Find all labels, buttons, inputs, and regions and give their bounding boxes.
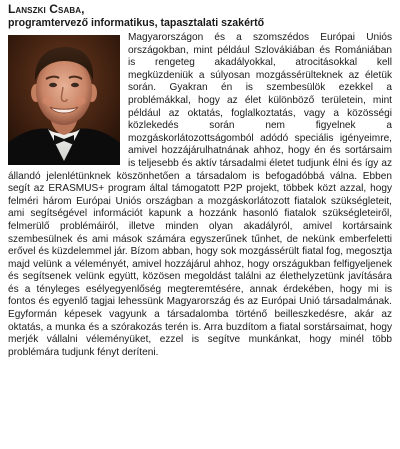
author-name: Lanszki Csaba,: [8, 2, 85, 16]
author-role: programtervező informatikus, tapasztalati szakértő: [8, 17, 265, 29]
author-portrait-photo: [8, 35, 120, 165]
article: [8, 2, 392, 359]
article-body: Magyarországon és a szomszédos Európai Uniós országokban, mint például Szlovákiában és Romániában is rengeteg akadályokkal, atrocitásokkal kell megküzdeniük a súlyosan mozgássérülteknek az életük során. Gyakran én is szembesülök ezekkel a problémákkal, hogy az élet különböző területein, mint például az oktatás, foglalkoztatás, vagy a közösségi közlekedés során nem figyelnek a mozgáskorlátozottságomból adódó speciális igényeimre, amivel hozzájárulhatnának ahhoz, hogy én és sortársaim is teljesebb és aktív társadalmi életet tudjunk élni és így az állandó jelenlétünknek köszönhetően a társadalom is befogadóbbá válna. Ebben segít az ERASMUS+ program által támogatott P2P projekt, többek közt azzal, hogy felméri három Európai Uniós országban a mozgáskorlátozott fiatalok szükségleteit, ami segítségével információt kapunk a hozzánk hasonló fiatalok szükségleteiről, felmerülő problémáiról, illetve minden olyan akadályról, amivel kortársaink szembesülnek és ami mások számára egyszerűnek tűnhet, de nekünk emberfeletti erővel és küzdelemmel jár. Bízom abban, hogy sok mozgássérült fiatal fog, megosztja majd velünk a véleményét, amivel hozzájárul ahhoz, hogy országukban felfigyeljenek és segítsenek velünk együtt, közösen megoldást találni az élethelyzetünk javítására és a tényleges esélyegyenlőség megteremtésére, annak érdekében, hogy mi is fontos és egyenlő tagjai lehessünk Magyarország és az Európai Unió társadalmának. Egyformán képesek vagyunk a társadalomba történő beilleszkedésre, akár az oktatás, a munka és a szórakozás terén is. Arra buzdítom a fiatal sorstársaimat, hogy merjék vállalni véleményüket, ezzel is segítve munkánkat, hogy minél több problémára tudjunk fényt deríteni.: [8, 32, 392, 358]
